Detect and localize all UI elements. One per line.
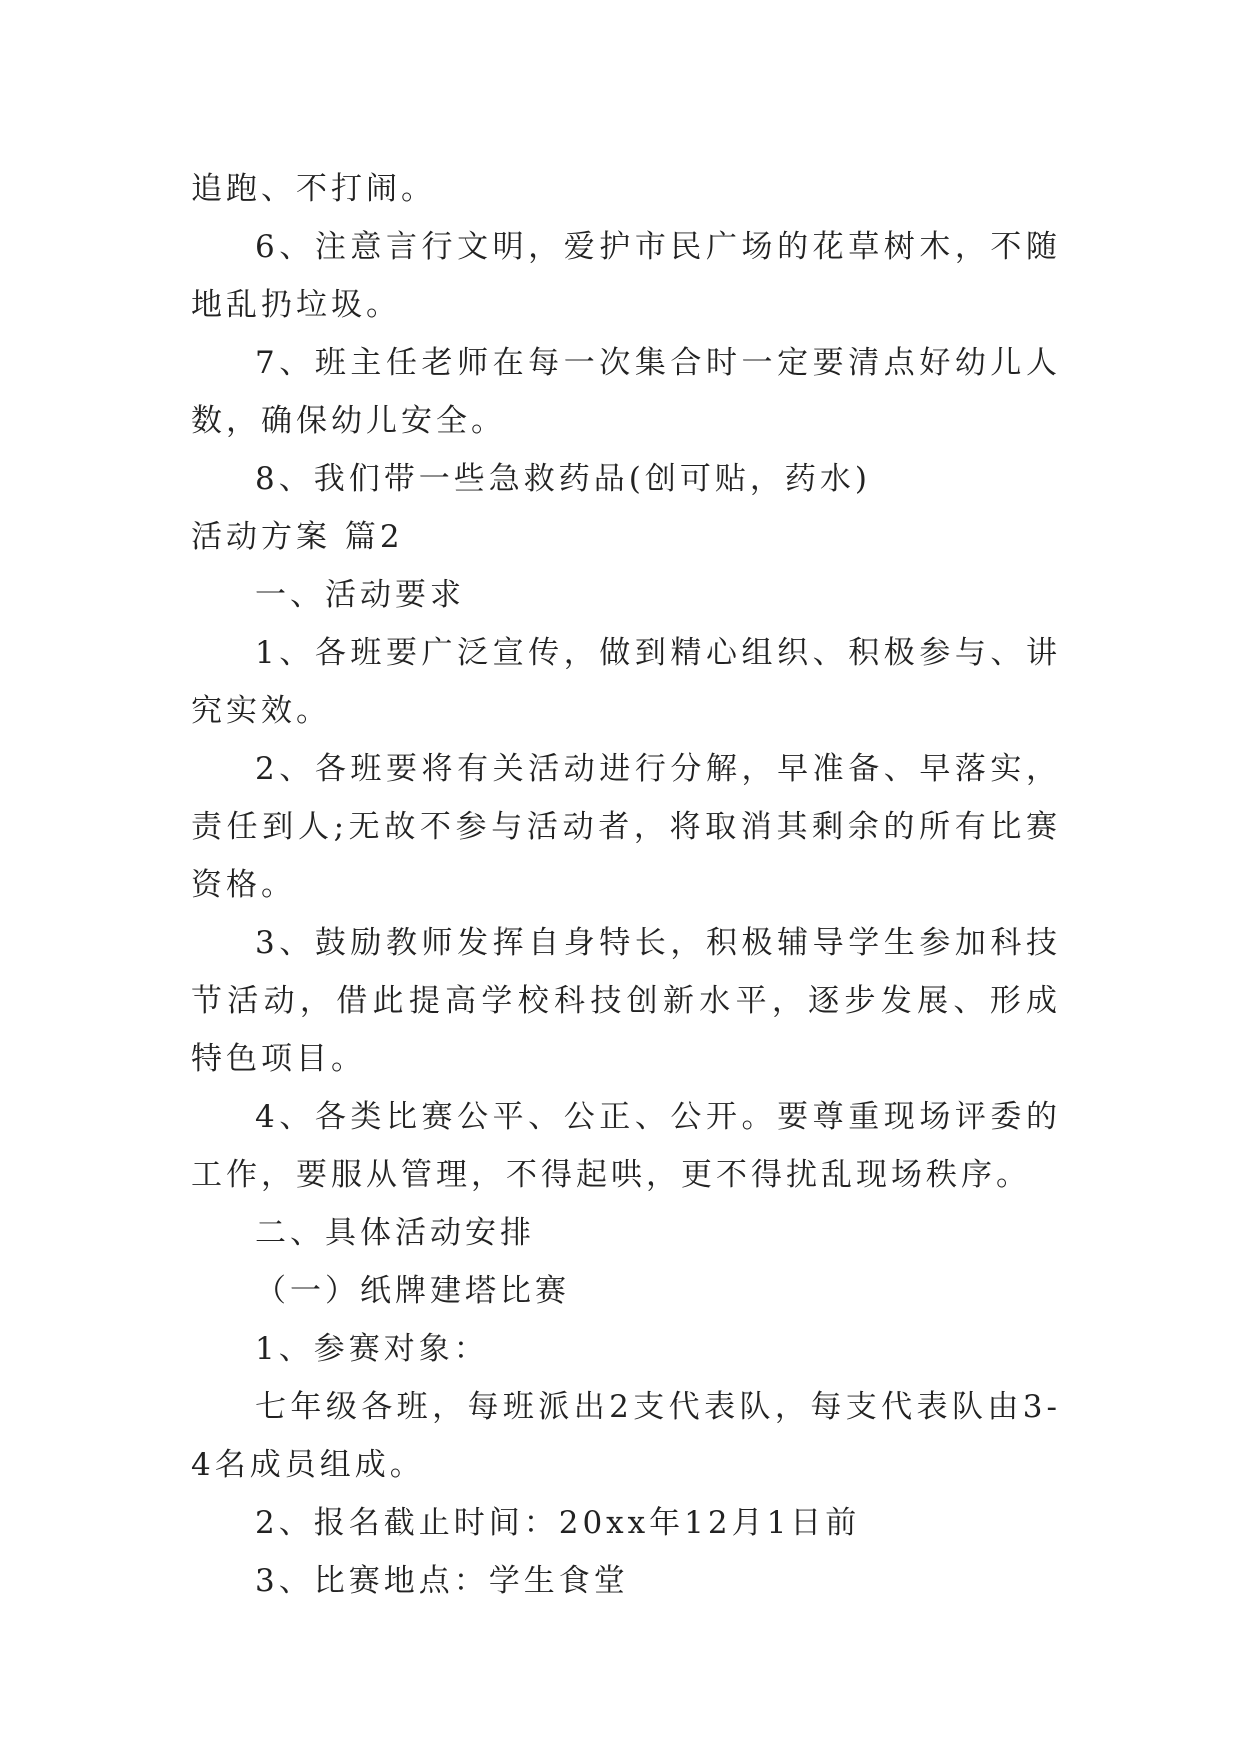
- paragraph-item-6: 6、注意言行文明，爱护市民广场的花草树木，不随地乱扔垃圾。: [191, 229, 1061, 323]
- section-title: 活动方案 篇2: [191, 519, 404, 555]
- schedule-item-1: 1、参赛对象：: [255, 1331, 489, 1367]
- schedule-item-2: 2、报名截止时间：20xx年12月1日前: [255, 1505, 861, 1541]
- section-heading-schedule: 二、具体活动安排: [255, 1215, 535, 1251]
- requirement-item-1: 1、各班要广泛宣传，做到精心组织、积极参与、讲究实效。: [191, 635, 1061, 729]
- section-heading-requirements: 一、活动要求: [255, 577, 465, 613]
- document-body: [191, 160, 1061, 1610]
- paragraph-item-7: 7、班主任老师在每一次集合时一定要清点好幼儿人数，确保幼儿安全。: [191, 345, 1061, 439]
- requirement-item-4: 4、各类比赛公平、公正、公开。要尊重现场评委的工作，要服从管理，不得起哄，更不得扰乱现场秩序。: [191, 1099, 1061, 1193]
- subsection-heading: （一）纸牌建塔比赛: [255, 1273, 570, 1309]
- paragraph-item-8: 8、我们带一些急救药品(创可贴，药水): [255, 461, 871, 497]
- participants-text: 七年级各班，每班派出2支代表队，每支代表队由3-4名成员组成。: [191, 1389, 1061, 1483]
- schedule-item-3: 3、比赛地点：学生食堂: [255, 1563, 629, 1599]
- requirement-item-3: 3、鼓励教师发挥自身特长，积极辅导学生参加科技节活动，借此提高学校科技创新水平，逐步发展、形成特色项目。: [191, 925, 1061, 1077]
- requirement-item-2: 2、各班要将有关活动进行分解，早准备、早落实，责任到人;无故不参与活动者，将取消其剩余的所有比赛资格。: [191, 751, 1061, 903]
- paragraph-continuation: 追跑、不打闹。: [191, 171, 436, 207]
